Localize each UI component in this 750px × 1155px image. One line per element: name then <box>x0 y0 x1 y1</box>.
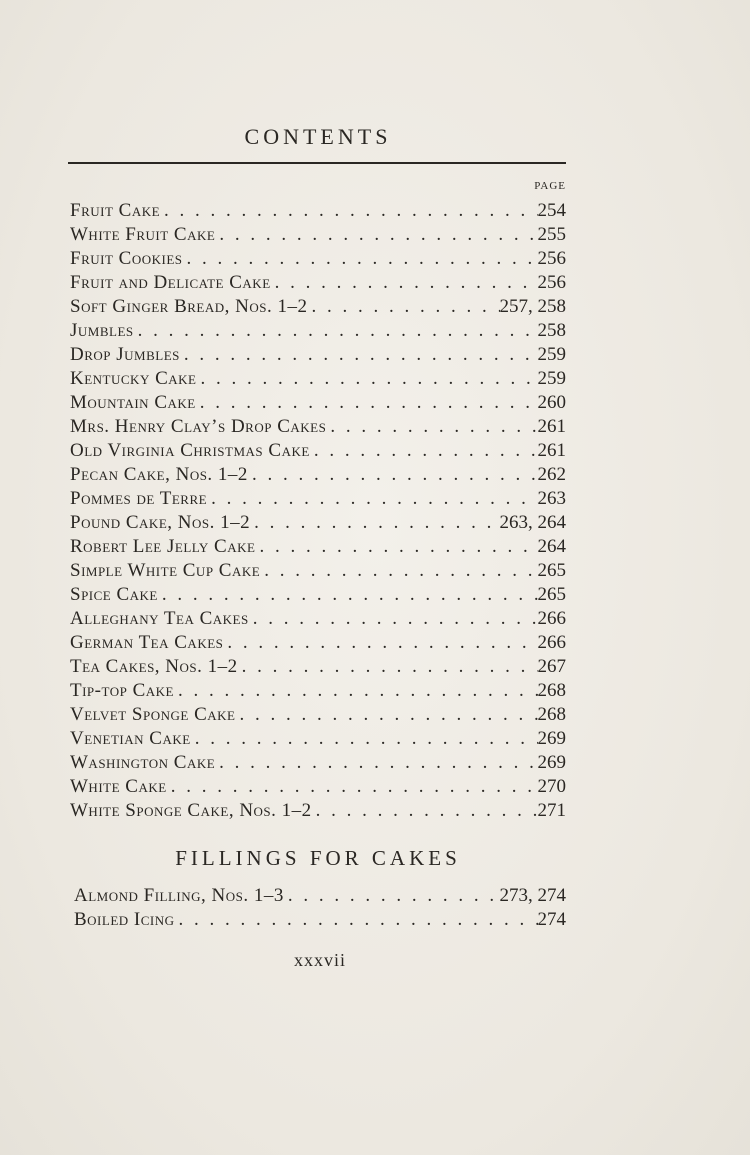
contents-entry <box>70 271 566 295</box>
contents-list <box>70 199 566 823</box>
entry-title: Fruit Cake <box>70 200 161 221</box>
entry-page-number: 268 <box>537 680 566 701</box>
dot-leader <box>175 908 538 932</box>
entry-title: Fruit Cookies <box>70 248 183 269</box>
entry-title: Spice Cake <box>70 584 158 605</box>
dot-leader <box>167 775 538 799</box>
entry-page-number: 254 <box>537 200 566 221</box>
contents-entry <box>74 884 566 908</box>
entry-title: Old Virginia Christmas Cake <box>70 440 310 461</box>
dot-leader <box>307 295 499 319</box>
entry-title: Fruit and Delicate Cake <box>70 272 271 293</box>
entry-title: Pound Cake, Nos. 1–2 <box>70 512 251 533</box>
entry-title: Alleghany Tea Cakes <box>70 608 249 629</box>
contents-entry <box>70 199 566 223</box>
contents-entry <box>70 775 566 799</box>
section-heading: FILLINGS FOR CAKES <box>175 846 461 870</box>
entry-title: Venetian Cake <box>70 728 191 749</box>
dot-leader <box>260 559 537 583</box>
contents-entry <box>70 463 566 487</box>
entry-page-number: 258 <box>537 320 566 341</box>
dot-leader <box>248 463 538 487</box>
entry-title: Soft Ginger Bread, Nos. 1–2 <box>70 296 308 317</box>
dot-leader <box>215 751 537 775</box>
contents-entry <box>70 223 566 247</box>
page-column-heading: PAGE <box>534 180 566 192</box>
dot-leader <box>207 487 537 511</box>
entry-title: White Sponge Cake, Nos. 1–2 <box>70 800 312 821</box>
entry-title: Pommes de Terre <box>70 488 208 509</box>
title-rule <box>68 162 566 164</box>
entry-page-number: 274 <box>537 909 566 930</box>
contents-entry <box>70 319 566 343</box>
entry-page-number: 255 <box>537 224 566 245</box>
dot-leader <box>134 319 538 343</box>
dot-leader <box>250 511 499 535</box>
contents-entry <box>70 799 566 823</box>
entry-page-number: 257, 258 <box>499 296 566 317</box>
contents-entry <box>70 583 566 607</box>
entry-page-number: 268 <box>537 704 566 725</box>
contents-entry <box>70 247 566 271</box>
entry-page-number: 269 <box>537 752 566 773</box>
entry-page-number: 259 <box>537 344 566 365</box>
dot-leader <box>235 703 537 727</box>
entry-page-number: 256 <box>537 248 566 269</box>
contents-entry <box>70 367 566 391</box>
entry-title: Mountain Cake <box>70 392 196 413</box>
entry-page-number: 265 <box>537 560 566 581</box>
entry-page-number: 269 <box>537 728 566 749</box>
entry-page-number: 271 <box>537 800 566 821</box>
contents-entry <box>70 751 566 775</box>
entry-title: White Fruit Cake <box>70 224 216 245</box>
entry-page-number: 266 <box>537 608 566 629</box>
page-folio: xxxvii <box>293 950 346 970</box>
dot-leader <box>158 583 538 607</box>
entry-page-number: 256 <box>537 272 566 293</box>
entry-title: German Tea Cakes <box>70 632 224 653</box>
entry-page-number: 259 <box>537 368 566 389</box>
contents-entry <box>74 908 566 932</box>
entry-title: Boiled Icing <box>74 909 175 930</box>
contents-entry <box>70 703 566 727</box>
contents-entry <box>70 295 566 319</box>
page-title: CONTENTS <box>244 124 392 149</box>
entry-title: Tea Cakes, Nos. 1–2 <box>70 656 238 677</box>
contents-entry <box>70 391 566 415</box>
dot-leader <box>255 535 537 559</box>
entry-page-number: 260 <box>537 392 566 413</box>
contents-entry <box>70 415 566 439</box>
dot-leader <box>196 391 538 415</box>
dot-leader <box>223 631 537 655</box>
contents-entry <box>70 607 566 631</box>
contents-entry <box>70 487 566 511</box>
dot-leader <box>312 799 538 823</box>
contents-entry <box>70 511 566 535</box>
dot-leader <box>174 679 538 703</box>
dot-leader <box>238 655 538 679</box>
entry-page-number: 265 <box>537 584 566 605</box>
dot-leader <box>271 271 538 295</box>
dot-leader <box>196 367 537 391</box>
entry-title: Pecan Cake, Nos. 1–2 <box>70 464 248 485</box>
entry-title: Washington Cake <box>70 752 216 773</box>
entry-title: Tip-top Cake <box>70 680 174 701</box>
dot-leader <box>249 607 538 631</box>
entry-page-number: 267 <box>537 656 566 677</box>
contents-entry <box>70 679 566 703</box>
entry-title: Kentucky Cake <box>70 368 197 389</box>
entry-page-number: 264 <box>537 536 566 557</box>
entry-page-number: 262 <box>537 464 566 485</box>
dot-leader <box>310 439 538 463</box>
entry-page-number: 270 <box>537 776 566 797</box>
entry-page-number: 263, 264 <box>499 512 566 533</box>
entry-page-number: 263 <box>537 488 566 509</box>
entry-page-number: 266 <box>537 632 566 653</box>
entry-title: Drop Jumbles <box>70 344 180 365</box>
dot-leader <box>160 199 537 223</box>
dot-leader <box>284 884 500 908</box>
contents-entry <box>70 655 566 679</box>
dot-leader <box>191 727 538 751</box>
contents-entry <box>70 631 566 655</box>
dot-leader <box>182 247 537 271</box>
entry-page-number: 261 <box>537 440 566 461</box>
entry-title: Velvet Sponge Cake <box>70 704 236 725</box>
entry-page-number: 261 <box>537 416 566 437</box>
contents-entry <box>70 727 566 751</box>
entry-title: White Cake <box>70 776 167 797</box>
dot-leader <box>215 223 537 247</box>
entry-title: Mrs. Henry Clay’s Drop Cakes <box>70 416 327 437</box>
contents-entry <box>70 439 566 463</box>
entry-page-number: 273, 274 <box>499 885 566 906</box>
entry-title: Robert Lee Jelly Cake <box>70 536 256 557</box>
fillings-contents-list <box>74 884 566 932</box>
entry-title: Jumbles <box>70 320 134 341</box>
dot-leader <box>326 415 537 439</box>
entry-title: Simple White Cup Cake <box>70 560 261 581</box>
contents-entry <box>70 535 566 559</box>
entry-title: Almond Filling, Nos. 1–3 <box>74 885 284 906</box>
contents-entry <box>70 559 566 583</box>
dot-leader <box>180 343 538 367</box>
contents-entry <box>70 343 566 367</box>
